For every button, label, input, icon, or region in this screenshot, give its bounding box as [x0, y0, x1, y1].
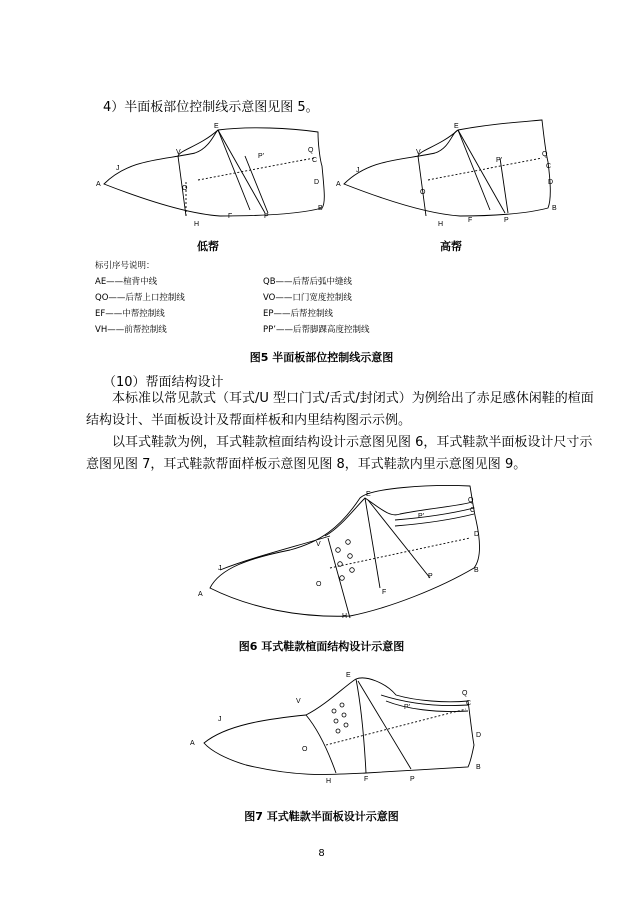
figure5-caption: 图5 半面板部位控制线示意图 [249, 351, 394, 364]
svg-text:O: O [420, 189, 426, 196]
figure5-subcaption-low: 低帮 [197, 240, 219, 253]
svg-text:H: H [326, 778, 332, 785]
svg-text:C: C [546, 163, 552, 170]
section-heading-4: 4）半面板部位控制线示意图见图 5。 [103, 100, 319, 115]
svg-text:V: V [176, 149, 181, 156]
figure6-diagram [190, 478, 500, 628]
legend-item: VO——口门宽度控制线 [263, 293, 352, 303]
svg-text:H: H [342, 613, 348, 620]
svg-text:Q: Q [462, 690, 468, 697]
svg-text:P': P' [418, 513, 425, 520]
svg-text:Q: Q [468, 497, 474, 504]
ear-shoe-last-outline [210, 486, 480, 619]
svg-text:E: E [366, 491, 371, 498]
low-cut-point-labels [96, 123, 323, 228]
svg-text:V: V [416, 149, 421, 156]
svg-text:O: O [302, 746, 308, 753]
svg-text:D: D [548, 179, 554, 186]
legend-item: EP——后帮控制线 [263, 309, 333, 319]
svg-text:A: A [96, 181, 101, 188]
svg-text:A: A [198, 591, 203, 598]
low-cut-shoe-outline [104, 128, 324, 216]
svg-text:J: J [116, 165, 120, 172]
svg-text:F: F [228, 213, 233, 220]
svg-text:J: J [218, 716, 222, 723]
svg-text:B: B [474, 567, 479, 574]
legend-item: EF——中帮控制线 [95, 309, 165, 319]
eyelet-holes [336, 540, 355, 581]
svg-text:P: P [264, 213, 269, 220]
svg-text:V: V [296, 698, 301, 705]
svg-text:E: E [346, 672, 351, 679]
svg-text:B: B [476, 764, 481, 771]
svg-text:A: A [336, 181, 341, 188]
paragraph-line: 意图见图 7，耳式鞋款帮面样板示意图见图 8，耳式鞋款内里示意图见图 9。 [86, 457, 527, 472]
figure7-diagram [186, 665, 496, 785]
svg-text:P: P [410, 776, 415, 783]
legend-item: PP’——后帮脚踝高度控制线 [263, 325, 370, 335]
section10-paragraph2 [86, 432, 596, 476]
svg-text:J: J [218, 565, 222, 572]
svg-text:Q: Q [308, 147, 314, 154]
legend-item: AE——楦背中线 [95, 277, 158, 287]
svg-text:H: H [438, 221, 444, 228]
figure6-caption: 图6 耳式鞋款楦面结构设计示意图 [238, 640, 405, 653]
section10-paragraph1 [86, 388, 596, 432]
ear-shoe-half-panel-outline [204, 678, 474, 775]
svg-text:D: D [314, 179, 320, 186]
svg-text:E: E [454, 123, 459, 130]
svg-text:D: D [474, 531, 480, 538]
svg-text:E: E [214, 123, 219, 130]
legend-item: QB——后帮后弧中缝线 [263, 277, 353, 287]
svg-text:P: P [504, 217, 509, 224]
svg-text:P: P [428, 573, 433, 580]
paragraph-line: 以耳式鞋款为例，耳式鞋款楦面结构设计示意图见图 6，耳式鞋款半面板设计尺寸示 [112, 435, 593, 450]
svg-text:A: A [190, 740, 195, 747]
paragraph-line: 结构设计、半面板设计及帮面样板和内里结构图示示例。 [86, 413, 412, 428]
svg-text:C: C [466, 700, 472, 707]
figure5-legend-right [263, 274, 463, 338]
svg-text:C: C [470, 507, 476, 514]
figure5-diagrams [90, 118, 570, 238]
figure5-subcaption-high: 高帮 [440, 240, 462, 253]
svg-text:F: F [364, 776, 369, 783]
svg-text:O: O [182, 185, 188, 192]
svg-text:O: O [316, 581, 322, 588]
svg-text:F: F [468, 217, 473, 224]
legend-item: VH——前帮控制线 [95, 325, 167, 335]
page-number: 8 [318, 848, 325, 859]
section-heading-10: （10）帮面结构设计 [103, 375, 224, 390]
svg-text:P': P' [258, 153, 265, 160]
svg-text:B: B [552, 205, 557, 212]
high-cut-shoe-outline [344, 120, 550, 216]
svg-text:C: C [312, 157, 318, 164]
figure7-caption: 图7 耳式鞋款半面板设计示意图 [244, 810, 399, 823]
svg-text:Q: Q [542, 151, 548, 158]
svg-text:V: V [316, 541, 321, 548]
figure5-legend-title: 标引序号说明： [95, 261, 155, 271]
svg-text:P': P' [496, 157, 503, 164]
paragraph-line: 本标准以常见款式（耳式/U 型口门式/舌式/封闭式）为例给出了赤足感休闲鞋的楦面 [112, 391, 594, 406]
svg-text:F: F [382, 589, 387, 596]
svg-text:J: J [356, 167, 360, 174]
eyelet-holes [332, 703, 348, 733]
figure7-point-labels [190, 672, 481, 785]
svg-text:B: B [318, 205, 323, 212]
legend-item: QO——后帮上口控制线 [95, 293, 185, 303]
svg-text:P': P' [404, 704, 411, 711]
svg-text:H: H [194, 221, 200, 228]
svg-text:D: D [476, 732, 482, 739]
figure5-legend-left [95, 274, 255, 338]
